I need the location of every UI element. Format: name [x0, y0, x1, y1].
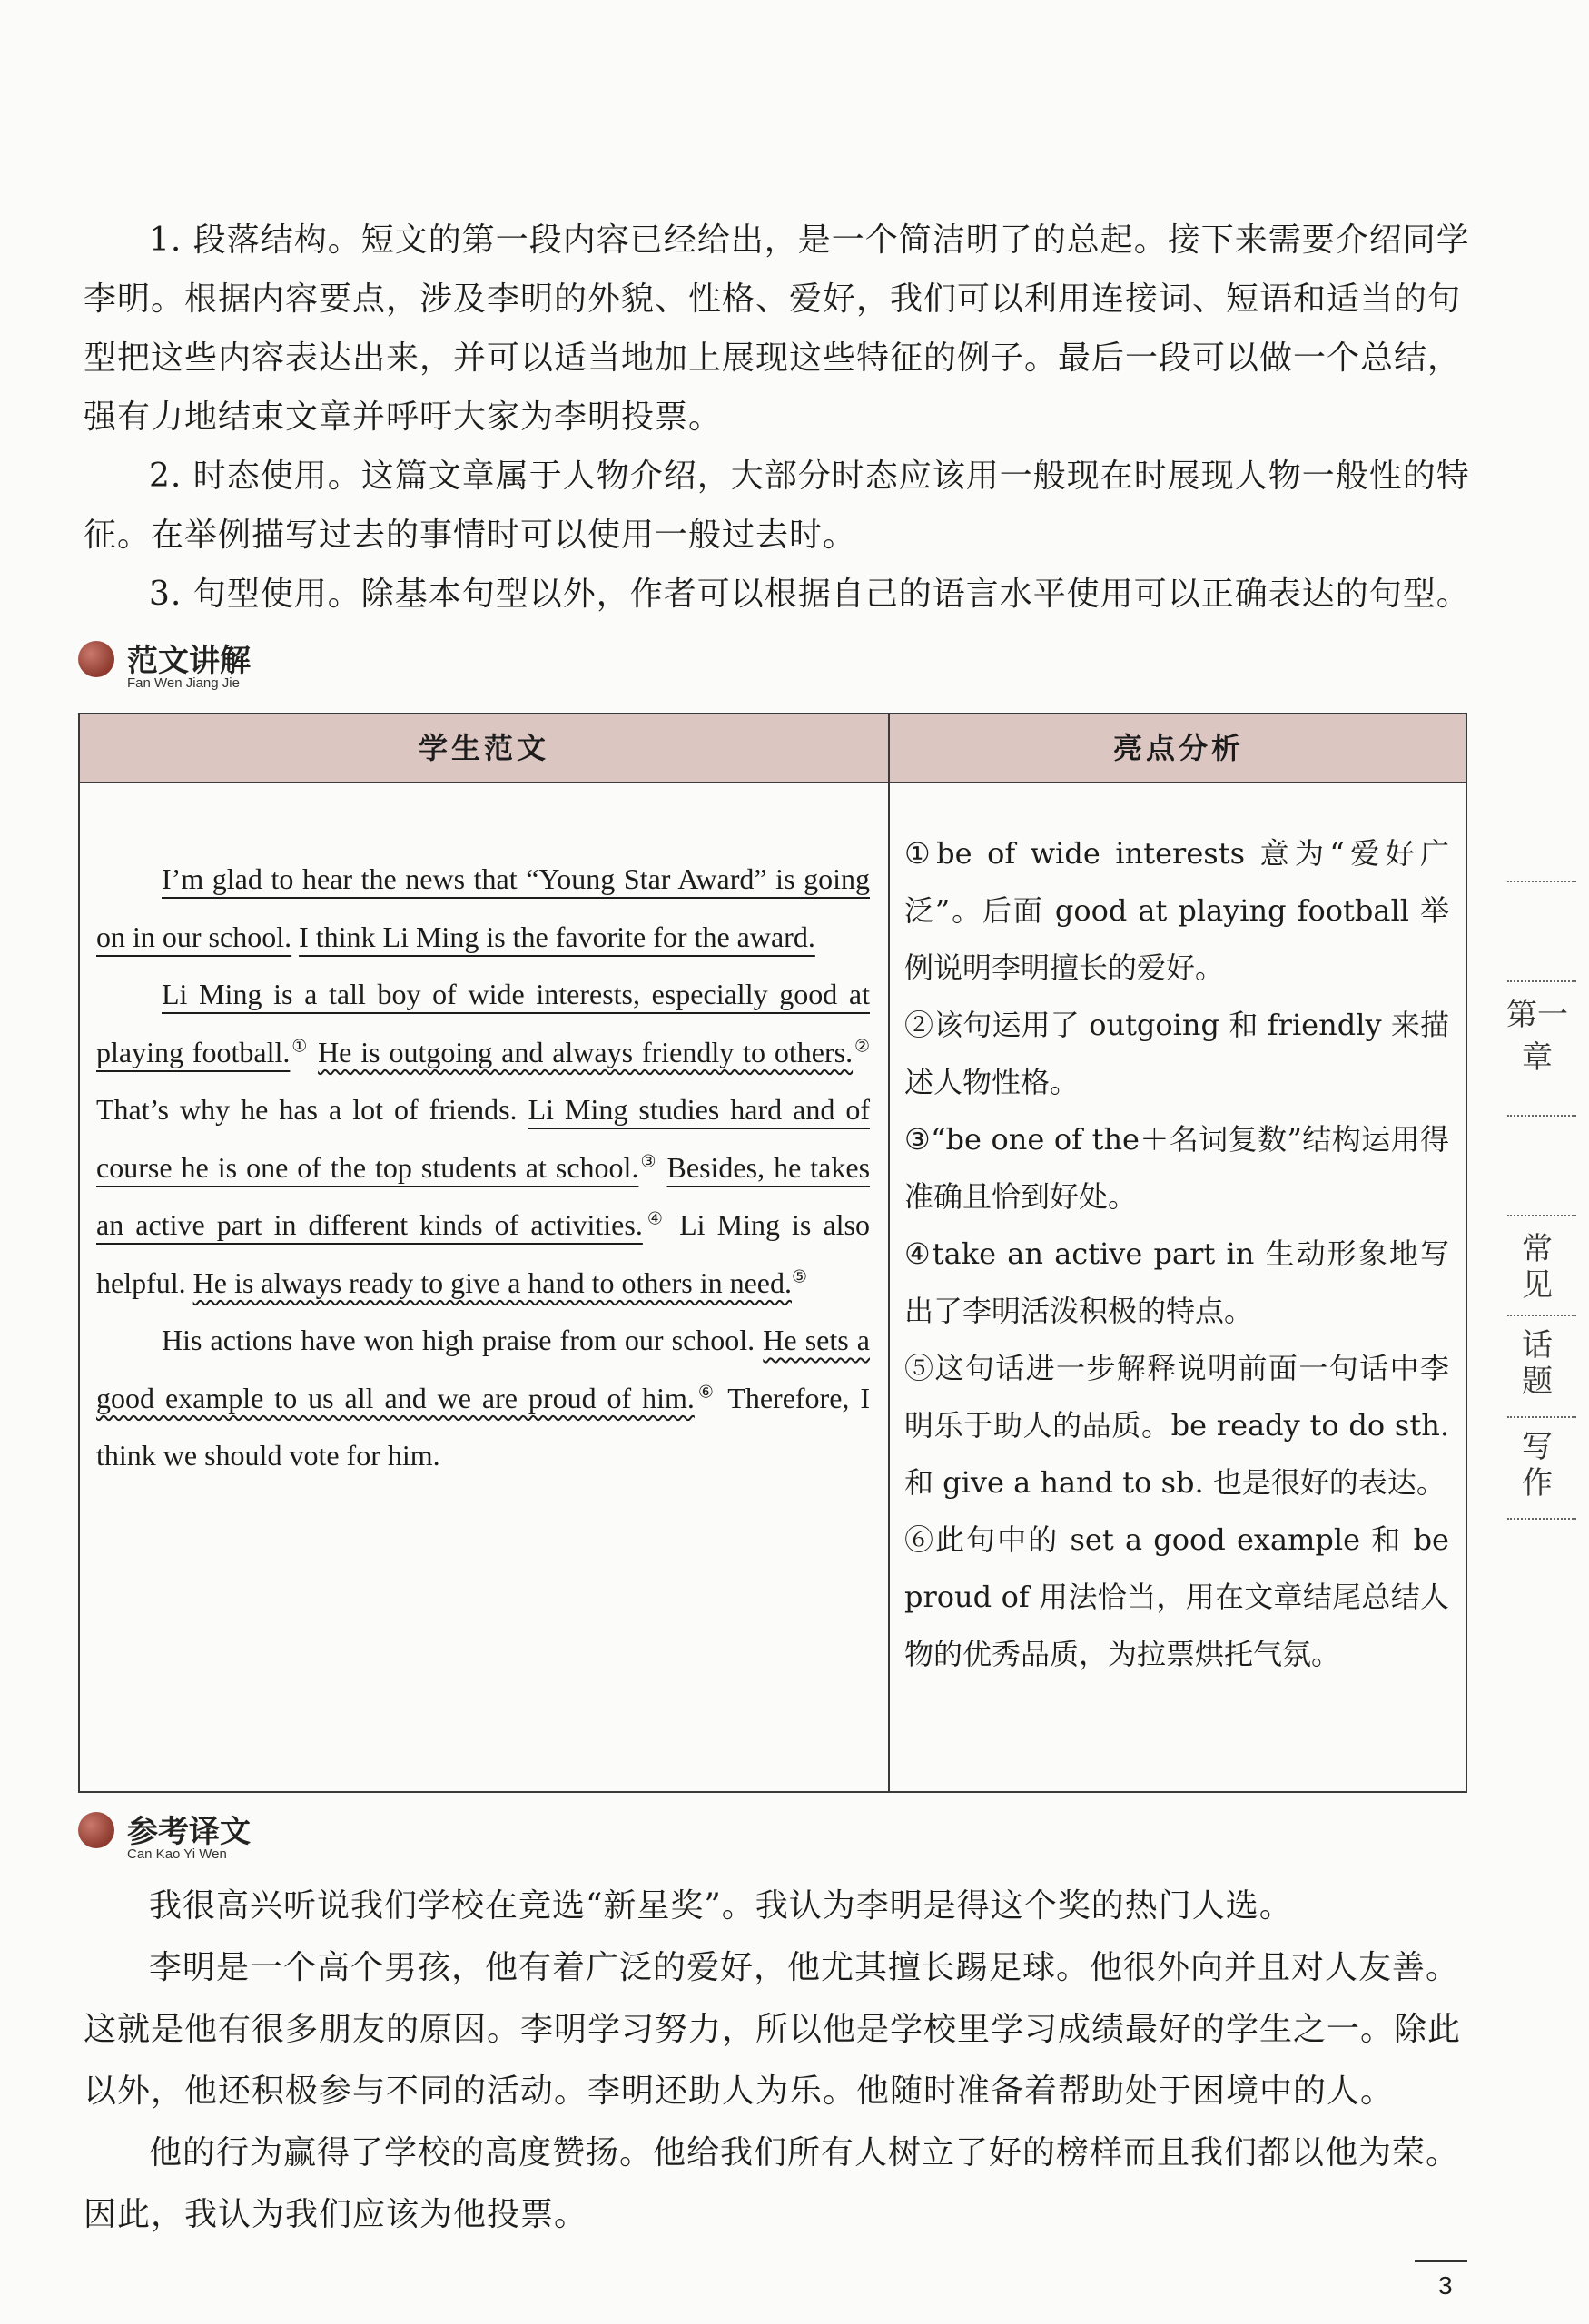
- side-tab-topic-2: 话题: [1522, 1327, 1553, 1400]
- essay-sentence: Besides, he takes an active part in different kinds of activities.: [96, 1150, 871, 1241]
- page-number-rule: [1415, 2260, 1467, 2262]
- essay-sentence: He is outgoing and always friendly to others.: [318, 1035, 854, 1068]
- note-marker: ⑤: [792, 1266, 808, 1286]
- note-sentence: 3. 句型使用。除基本句型以外，作者可以根据自己的语言水平使用可以正确表达的句型。: [149, 576, 1470, 613]
- essay-sentence: Therefore, I think we should vote for him.: [96, 1381, 871, 1472]
- note-marker: ②: [853, 1036, 870, 1056]
- essay-sentence: He is always ready to give a hand to others in need.: [192, 1265, 792, 1299]
- side-tab-chapter-1: 第一: [1506, 997, 1568, 1033]
- header-student-essay: 学生范文: [418, 731, 549, 765]
- essay-paragraph-3: [96, 1312, 870, 1485]
- student-essay: [96, 851, 870, 1485]
- side-divider: [1507, 1215, 1576, 1216]
- section-bullet-icon: [78, 641, 114, 677]
- essay-paragraph-1: [96, 851, 870, 966]
- section-title: 参考译文: [127, 1814, 251, 1850]
- section-bullet-icon: [78, 1812, 114, 1848]
- side-divider: [1507, 1518, 1576, 1520]
- note-tense: 2. 时态使用。这篇文章属于人物介绍，大部分时态应该用一般现在时展现人物一般性的特征。在举例描写过去的事情时可以使用一般过去时。: [84, 458, 1470, 554]
- side-divider: [1507, 1115, 1576, 1117]
- side-divider: [1507, 881, 1576, 882]
- side-divider: [1507, 1416, 1576, 1418]
- analysis-item: ①be of wide interests 意为“爱好广泛”。后面 good at playing football 举例说明李明擅长的爱好。: [904, 836, 1449, 985]
- essay-sentence: Li Ming is also helpful.: [96, 1208, 871, 1299]
- note-structure: 1. 段落结构。短文的第一段内容已经给出，是一个简洁明了的总起。接下来需要介绍同学李明。根据内容要点，涉及李明的外貌、性格、爱好，我们可以利用连接词、短语和适当的句型把这些内容表达出来，并可以适当地加上展现这些特征的例子。最后一段可以做一个总结，强有力地结束文章并呼吁大家为李明投票。: [84, 222, 1470, 436]
- header-highlight-analysis: 亮点分析: [1112, 731, 1244, 765]
- analysis-item: ④take an active part in 生动形象地写出了李明活泼积极的特点。: [904, 1236, 1449, 1328]
- essay-sentence: Li Ming is a tall boy of wide interests, especially good at playing football.: [96, 978, 870, 1068]
- page-number: 3: [1438, 2271, 1453, 2299]
- essay-sentence: He sets a good example to us all and we are proud of him.: [96, 1324, 871, 1414]
- translation-paragraph: 李明是一个高个男孩，他有着广泛的爱好，他尤其擅长踢足球。他很外向并且对人友善。这就是他有很多朋友的原因。李明学习努力，所以他是学校里学习成绩最好的学生之一。除此以外，他还积极参与不同的活动。李明还助人为乐。他随时准备着帮助处于困境中的人。: [84, 1949, 1462, 2110]
- side-divider: [1507, 1315, 1576, 1316]
- analysis-item: ⑥此句中的 set a good example 和 be proud of 用法恰当，用在文章结尾总结人物的优秀品质，为拉票烘托气氛。: [904, 1522, 1449, 1671]
- essay-paragraph-2: [96, 966, 870, 1312]
- essay-sentence: Li Ming studies hard and of course he is one of the top students at school.: [96, 1093, 871, 1184]
- intro-notes: [84, 211, 1473, 624]
- reference-translation: [84, 1876, 1473, 2246]
- side-tab-topic-3: 写作: [1522, 1429, 1553, 1502]
- analysis-item: ⑤这句话进一步解释说明前面一句话中李明乐于助人的品质。be ready to do sth. 和 give a hand to sb. 也是很好的表达。: [904, 1351, 1449, 1500]
- section-title: 范文讲解: [127, 643, 251, 679]
- side-tab-chapter-2: 章: [1522, 1039, 1553, 1076]
- note-marker: ③: [638, 1151, 658, 1171]
- essay-analysis-table: [78, 713, 1467, 1793]
- column-divider: [888, 714, 890, 1791]
- note-marker: ④: [642, 1209, 668, 1229]
- note-marker: ①: [290, 1036, 310, 1056]
- section-subtitle: Fan Wen Jiang Jie: [127, 675, 240, 691]
- side-tab-topic-1: 常见: [1522, 1231, 1553, 1304]
- analysis-item: ②该句运用了 outgoing 和 friendly 来描述人物性格。: [904, 1008, 1449, 1099]
- section-subtitle: Can Kao Yi Wen: [127, 1846, 227, 1862]
- analysis-item: ③“be one of the＋名词复数”结构运用得准确且恰到好处。: [904, 1122, 1449, 1214]
- side-divider: [1507, 980, 1576, 982]
- highlight-analysis: [904, 825, 1449, 1683]
- translation-paragraph: 我很高兴听说我们学校在竞选“新星奖”。我认为李明是得这个奖的热门人选。: [149, 1887, 1293, 1925]
- table-header: [80, 714, 1466, 783]
- essay-sentence: That’s why he has a lot of friends.: [96, 1093, 518, 1126]
- note-marker: ⑥: [694, 1382, 717, 1402]
- essay-sentence: His actions have won high praise from our school.: [162, 1324, 755, 1356]
- translation-paragraph: 他的行为赢得了学校的高度赞扬。他给我们所有人树立了好的榜样而且我们都以他为荣。因此，我认为我们应该为他投票。: [84, 2134, 1460, 2233]
- essay-sentence: I think Li Ming is the favorite for the award.: [299, 920, 815, 953]
- essay-sentence: I’m glad to hear the news that “Young Star Award” is going on in our school.: [96, 862, 870, 953]
